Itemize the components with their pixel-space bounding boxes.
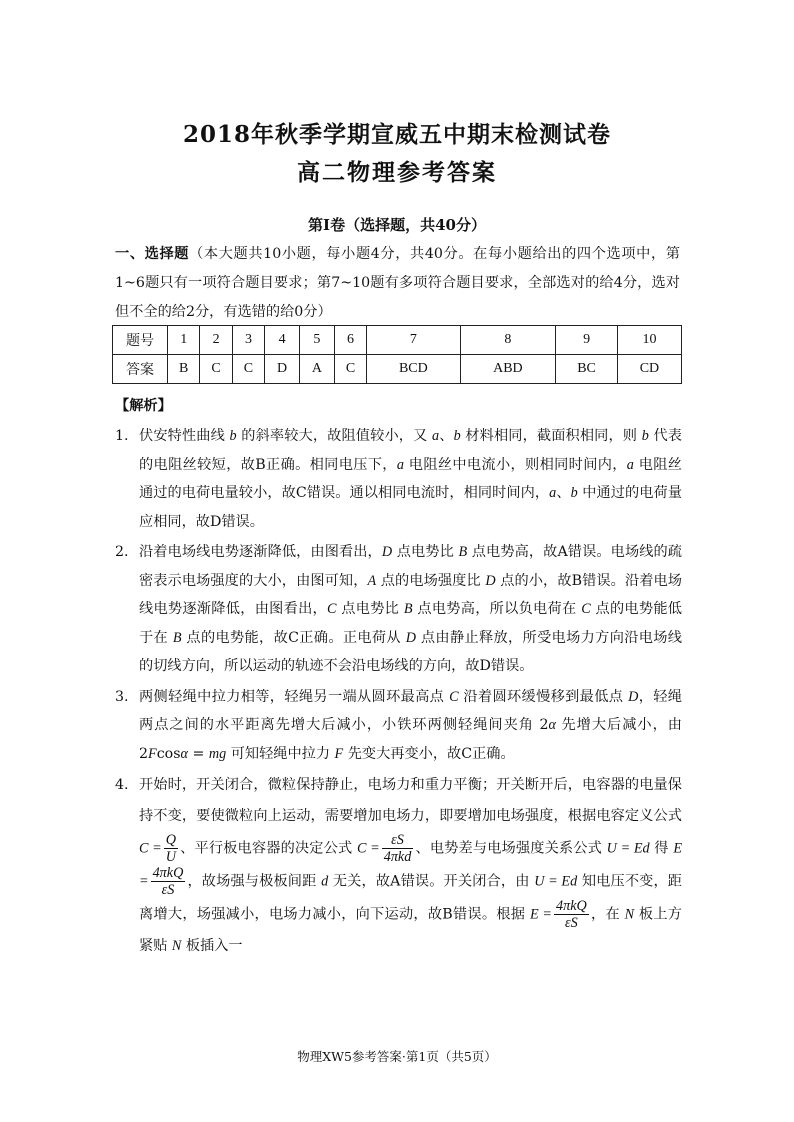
answer-cell: C <box>232 355 264 384</box>
text: 的斜率较大，故阻值较小，又 <box>236 428 433 444</box>
answer-cell: BC <box>556 355 618 384</box>
variable: B <box>403 601 413 617</box>
section-label: 一、选择题 <box>115 246 190 262</box>
denominator: εS <box>161 882 175 898</box>
text: 先变大再变小，故C正确。 <box>343 745 515 762</box>
text: = <box>187 745 209 762</box>
fraction-es-over-4pikd <box>382 832 414 865</box>
analysis-item-4 <box>115 770 682 962</box>
variable: D <box>381 544 393 560</box>
variable: b <box>229 428 237 444</box>
analysis-item-2 <box>115 538 682 681</box>
variable: C <box>327 601 337 617</box>
answer-cell: CD <box>617 355 681 384</box>
text: cos <box>156 745 181 762</box>
answer-table <box>112 325 682 384</box>
variable: b <box>570 485 578 501</box>
variable: D <box>485 572 496 589</box>
text: 点的电势能，故C正确。正电荷从 <box>181 629 406 646</box>
variable: D <box>405 629 417 646</box>
text: 伏安特性曲线 <box>139 428 230 444</box>
text: 中通过的电荷量应相同，故D错误。 <box>139 485 683 530</box>
variable: α <box>180 745 188 762</box>
text: ，轻绳两点之间的水平距离先增大后减小，小铁环两侧轻绳间夹角 2 <box>139 688 682 733</box>
text: 沿着圆环缓慢移到最低点 <box>458 688 629 705</box>
item-number: 1. <box>115 428 129 444</box>
text: 电阻丝中电流小，则相同时间内， <box>403 456 627 473</box>
variable: C <box>449 688 459 705</box>
variable: a <box>549 485 557 501</box>
page-footer: 物理XW5参考答案·第1页（共5页） <box>297 1049 497 1064</box>
answer-cell: A <box>300 355 335 384</box>
question-number-cell: 10 <box>617 326 681 355</box>
question-number-cell: 3 <box>232 326 264 355</box>
text: 点电势比 <box>336 601 404 617</box>
fraction-4pikq-over-es <box>554 898 589 931</box>
exam-subtitle: 高二物理参考答案 <box>297 159 497 186</box>
variable: D <box>628 688 639 705</box>
table-row-numbers <box>113 326 682 355</box>
text: 开始时，开关闭合，微粒保持静止，电场力和重力平衡；开关断开后，电容器的电量保持不变，要使微粒向上运动，需要增加电场力，即要增加电场强度，根据电容定义公式 <box>139 777 682 824</box>
text: 知电压不变，距离增大，场强减小，电场力减小，向下运动，故B错误。根据 <box>139 873 682 923</box>
variable: C <box>581 601 591 617</box>
variable: b <box>453 428 461 444</box>
question-number-cell: 2 <box>200 326 232 355</box>
variable: d <box>321 873 329 890</box>
numerator: Q <box>165 832 176 848</box>
text: 先增大后减小，由 2 <box>139 717 682 762</box>
table-row-answers <box>113 355 682 384</box>
numerator: 4πkQ <box>556 898 587 914</box>
variable: a <box>626 456 634 473</box>
variable: B <box>172 629 182 646</box>
answer-cell: B <box>168 355 200 384</box>
text: 电阻丝通过的电荷电量较小，故C错误。通以相同电流时，相同时间内， <box>139 456 682 501</box>
item-number: 4. <box>115 777 129 793</box>
answer-cell: D <box>265 355 300 384</box>
text: ，故场强与极板间距 <box>187 873 322 890</box>
text: 、 <box>556 485 571 501</box>
variable: mg <box>208 745 227 762</box>
text: 两侧轻绳中拉力相等，轻绳另一端从圆环最高点 <box>139 688 450 705</box>
table-header-answer: 答案 <box>113 355 168 384</box>
text: 点由静止释放，所受电场力方向沿电场线的切线方向，所以运动的轨迹不会沿电场线的方向，故D错误。 <box>139 629 682 674</box>
variable: F <box>334 745 344 762</box>
denominator: U <box>165 849 176 865</box>
formula: C = <box>356 840 380 857</box>
formula: U = Ed <box>606 840 650 857</box>
text: ，在 <box>590 906 625 923</box>
text: 点电势比 <box>392 544 459 560</box>
item-number: 3. <box>115 688 129 705</box>
part-heading: 第Ⅰ卷（选择题，共40分） <box>308 216 486 234</box>
question-number-cell: 7 <box>367 326 460 355</box>
text: 、电势差与电场强度关系公式 <box>415 840 607 857</box>
text: 无关，故A错误。开关闭合，由 <box>328 873 535 890</box>
text: 、 <box>439 428 454 444</box>
fraction-4pikq-over-es <box>151 865 186 898</box>
item-number: 2. <box>115 544 129 560</box>
analysis-item-3 <box>115 683 682 769</box>
question-number-cell: 6 <box>334 326 366 355</box>
section-intro <box>115 240 680 327</box>
question-number-cell: 4 <box>265 326 300 355</box>
variable: b <box>641 428 649 444</box>
question-number-cell: 5 <box>300 326 335 355</box>
answer-cell: BCD <box>367 355 460 384</box>
question-number-cell: 8 <box>460 326 556 355</box>
variable: a <box>396 456 404 473</box>
analysis-list <box>115 422 682 964</box>
formula: C = <box>139 840 162 857</box>
text: 沿着电场线电势逐渐降低，由图看出， <box>139 544 382 560</box>
variable: N <box>624 906 635 923</box>
text: 代表的电阻丝较短，故B正确。相同电压下， <box>139 428 682 473</box>
analysis-item-1 <box>115 422 682 536</box>
answer-cell: ABD <box>460 355 556 384</box>
text: 、平行板电容器的决定公式 <box>180 840 357 857</box>
text: 板插入一 <box>181 938 243 954</box>
question-number-cell: 1 <box>168 326 200 355</box>
fraction-q-over-u <box>164 832 178 865</box>
text: 点的电势能低于在 <box>139 601 682 646</box>
numerator: 4πkQ <box>152 865 184 881</box>
table-header-number: 题号 <box>113 326 168 355</box>
formula: E = <box>139 840 682 890</box>
variable: a <box>432 428 440 444</box>
variable: F <box>148 745 157 762</box>
text: 点的小，故B错误。沿着电场线电势逐渐降低，由图看出， <box>139 572 682 617</box>
formula: U = Ed <box>534 873 578 890</box>
analysis-heading: 【解析】 <box>115 398 172 414</box>
variable: A <box>367 572 377 589</box>
denominator: 4πkd <box>383 849 412 865</box>
text: 点电势高，故A错误。电场线的疏密表示电场强度的大小，由图可知， <box>139 544 682 589</box>
text: 点电势高，所以负电荷在 <box>412 601 582 617</box>
section-description: （本大题共10小题，每小题4分，共40分。在每小题给出的四个选项中，第1~6题只有一项符合题目要求；第7~10题有多项符合题目要求，全部选对的给4分，选对但不全的给2分，有选错的给0分） <box>115 246 680 320</box>
variable: B <box>458 544 468 560</box>
question-number-cell: 9 <box>556 326 618 355</box>
formula: E = <box>529 906 553 923</box>
variable: α <box>548 717 556 733</box>
answer-cell: C <box>334 355 366 384</box>
answer-cell: C <box>200 355 232 384</box>
numerator: εS <box>382 832 414 849</box>
text: 得 <box>649 840 674 857</box>
text: 可知轻绳中拉力 <box>226 745 335 762</box>
exam-title: 2018年秋季学期宣威五中期末检测试卷 <box>182 121 611 148</box>
text: 材料相同，截面积相同，则 <box>460 428 642 444</box>
denominator: εS <box>565 915 578 931</box>
text: 板上方紧贴 <box>139 906 682 954</box>
text: 点的电场强度比 <box>376 572 486 589</box>
variable: N <box>171 938 182 954</box>
